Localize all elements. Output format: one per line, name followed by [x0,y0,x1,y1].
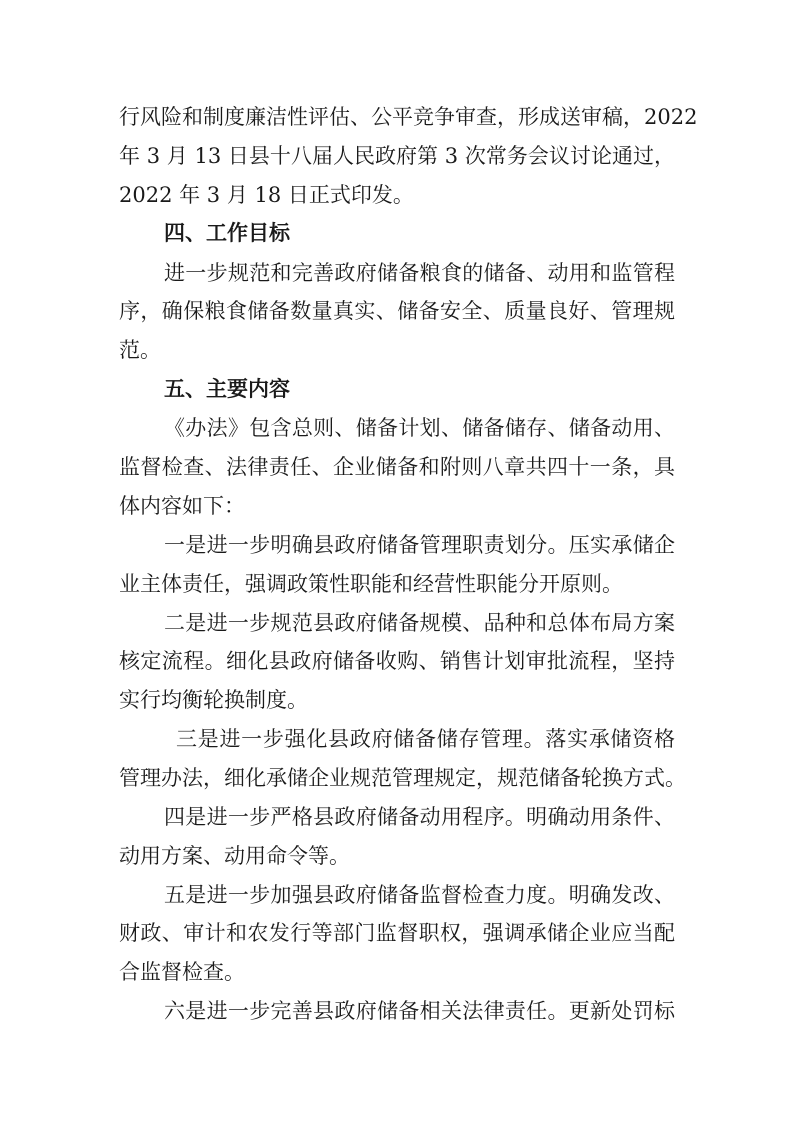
paragraph-line: 财政、审计和农发行等部门监督职权，强调承储企业应当配 [119,921,675,945]
paragraph-line: 一是进一步明确县政府储备管理职责划分。压实承储企 [164,533,675,557]
paragraph-line: 《办法》包含总则、储备计划、储备储存、储备动用、 [164,416,675,440]
paragraph-line: 四是进一步严格县政府储备动用程序。明确动用条件、 [164,805,675,829]
paragraph-line: 序，确保粮食储备数量真实、储备安全、质量良好、管理规 [119,299,675,323]
section-heading: 四、工作目标 [164,220,290,245]
paragraph-line: 二是进一步规范县政府储备规模、品种和总体布局方案 [164,611,675,635]
paragraph-line: 动用方案、动用命令等。 [119,844,350,868]
paragraph-line: 五是进一步加强县政府储备监督检查力度。明确发改、 [164,883,675,907]
paragraph-line: 2022 年 3 月 18 日正式印发。 [119,183,414,207]
paragraph-line: 六是进一步完善县政府储备相关法律责任。更新处罚标 [164,999,675,1023]
paragraph-line: 业主体责任，强调政策性职能和经营性职能分开原则。 [119,572,623,596]
paragraph-line: 管理办法，细化承储企业规范管理规定，规范储备轮换方式。 [119,766,686,790]
paragraph-line: 核定流程。细化县政府储备收购、销售计划审批流程，坚持 [119,649,675,673]
paragraph-line: 年 3 月 13 日县十八届人民政府第 3 次常务会议讨论通过， [119,144,675,168]
paragraph-line: 三是进一步强化县政府储备储存管理。落实承储资格 [176,727,675,751]
paragraph-line: 范。 [119,338,161,362]
section-heading: 五、主要内容 [164,376,290,401]
paragraph-line: 体内容如下： [119,494,245,518]
paragraph-line: 进一步规范和完善政府储备粮食的储备、动用和监管程 [164,261,675,285]
paragraph-line: 实行均衡轮换制度。 [119,688,308,712]
paragraph-line: 监督检查、法律责任、企业储备和附则八章共四十一条，具 [119,455,675,479]
paragraph-line: 行风险和制度廉洁性评估、公平竞争审查，形成送审稿，2022 [119,105,698,129]
paragraph-line: 合监督检查。 [119,960,245,984]
